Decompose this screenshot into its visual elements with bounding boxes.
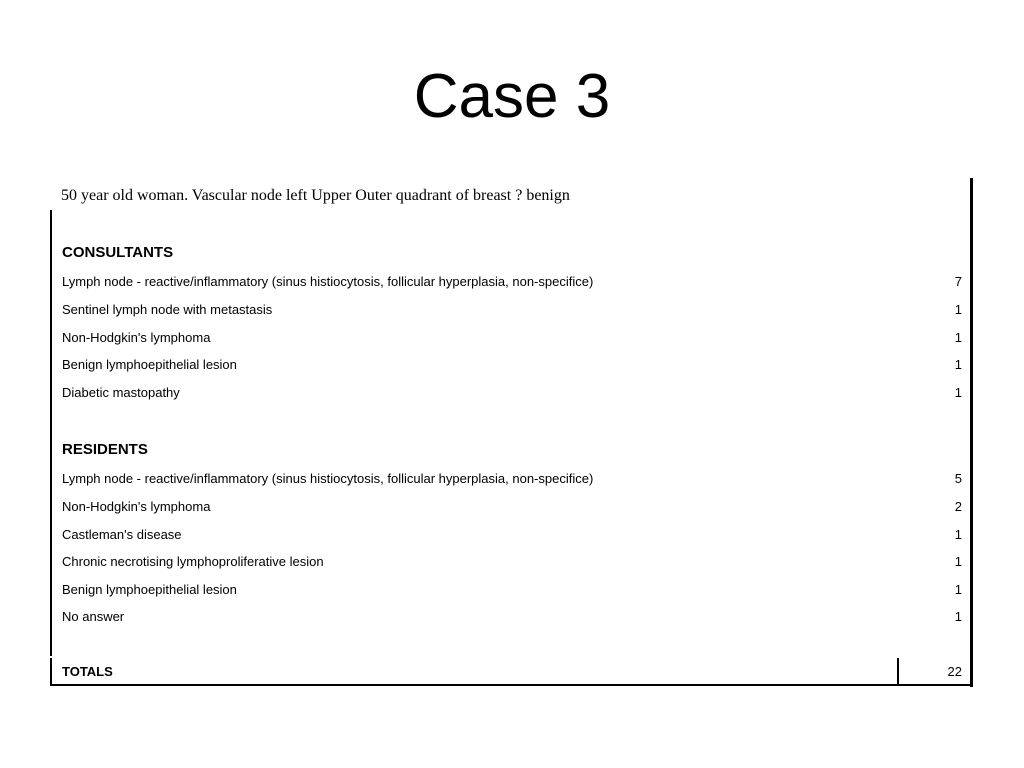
case-description: 50 year old woman. Vascular node left Upper Outer quadrant of breast ? benign <box>61 187 570 204</box>
diagnosis-label: Chronic necrotising lymphoproliferative lesion <box>62 554 324 569</box>
diagnosis-label: Lymph node - reactive/inflammatory (sinus histiocytosis, follicular hyperplasia, non-specifice) <box>62 274 594 289</box>
diagnosis-label: Diabetic mastopathy <box>62 385 180 400</box>
diagnosis-label: Benign lymphoepithelial lesion <box>62 357 237 372</box>
residents-row <box>62 526 962 544</box>
diagnosis-label: Sentinel lymph node with metastasis <box>62 302 273 317</box>
residents-row <box>62 553 962 571</box>
diagnosis-count: 1 <box>954 554 962 569</box>
consultants-row <box>62 329 962 347</box>
diagnosis-label: Non-Hodgkin's lymphoma <box>62 499 211 514</box>
residents-row <box>62 470 962 488</box>
consultants-row <box>62 384 962 402</box>
diagnosis-count: 1 <box>954 385 962 400</box>
totals-label: TOTALS <box>62 664 113 679</box>
diagnosis-count: 1 <box>954 527 962 542</box>
consultants-row <box>62 356 962 374</box>
diagnosis-count: 1 <box>954 609 962 624</box>
totals-left-border <box>50 658 52 686</box>
residents-row <box>62 498 962 516</box>
diagnosis-count: 1 <box>954 330 962 345</box>
consultants-row <box>62 273 962 291</box>
diagnosis-label: Benign lymphoepithelial lesion <box>62 582 237 597</box>
table-left-border <box>50 210 52 656</box>
consultants-heading: CONSULTANTS <box>62 244 174 261</box>
diagnosis-count: 1 <box>954 582 962 597</box>
diagnosis-count: 1 <box>954 302 962 317</box>
diagnosis-count: 7 <box>954 274 962 289</box>
slide-title: Case 3 <box>413 62 611 131</box>
residents-row <box>62 581 962 599</box>
diagnosis-count: 1 <box>954 357 962 372</box>
diagnosis-count: 2 <box>954 499 962 514</box>
table-right-border <box>970 178 973 687</box>
table-bottom-border <box>50 684 973 686</box>
residents-heading: RESIDENTS <box>62 441 148 458</box>
diagnosis-label: Non-Hodgkin's lymphoma <box>62 330 211 345</box>
diagnosis-count: 5 <box>954 471 962 486</box>
consultants-row <box>62 301 962 319</box>
totals-column-divider <box>897 658 899 686</box>
residents-row <box>62 608 962 626</box>
totals-value: 22 <box>947 664 962 679</box>
diagnosis-label: Lymph node - reactive/inflammatory (sinus histiocytosis, follicular hyperplasia, non-specifice) <box>62 471 594 486</box>
diagnosis-label: No answer <box>62 609 125 624</box>
diagnosis-label: Castleman's disease <box>62 527 182 542</box>
